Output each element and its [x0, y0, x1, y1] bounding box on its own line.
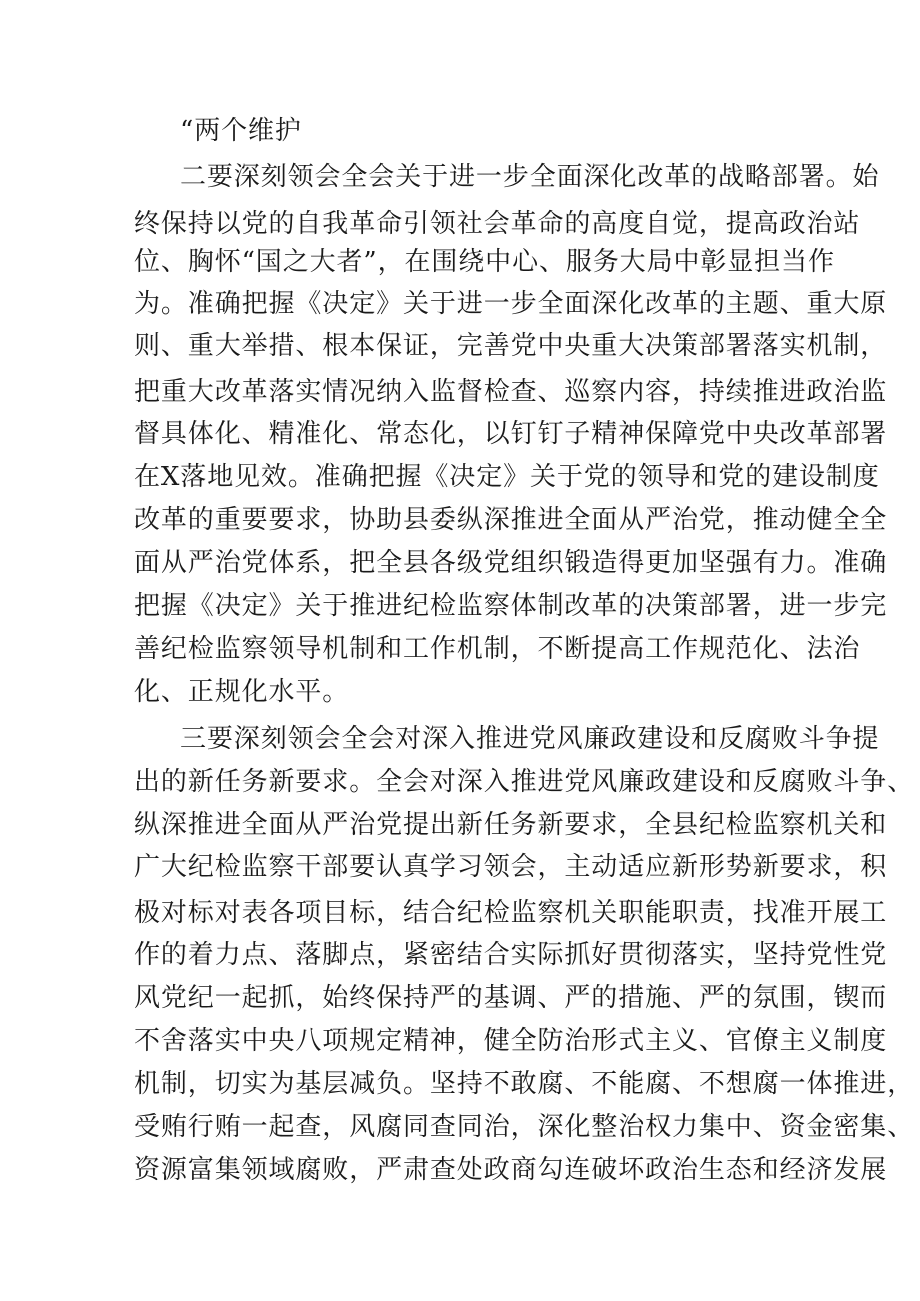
- text-line: 面从严治党体系，把全县各级党组织锻造得更加坚强有力。准确: [134, 548, 888, 578]
- text-line: “两个维护: [180, 116, 302, 146]
- text-line: 资源富集领域腐败，严肃查处政商勾连破坏政治生态和经济发展: [134, 1155, 888, 1185]
- text-line: 则、重大举措、根本保证，完善党中央重大决策部署落实机制，: [134, 331, 888, 361]
- text-line: 三要深刻领会全会对深入推进党风廉政建设和反腐败斗争提: [180, 724, 880, 754]
- text-line: 善纪检监察领导机制和工作机制，不断提高工作规范化、法治: [134, 634, 861, 664]
- text-line: 为。准确把握《决定》关于进一步全面深化改革的主题、重大原: [134, 289, 888, 319]
- text-line: 纵深推进全面从严治党提出新任务新要求，全县纪检监察机关和: [134, 810, 888, 840]
- text-line: 化、正规化水平。: [134, 677, 350, 707]
- text-line: 广大纪检监察干部要认真学习领会，主动适应新形势新要求，积: [134, 852, 888, 882]
- text-line: 位、胸怀“国之大者”，在围绕中心、服务大局中彰显担当作: [134, 247, 835, 277]
- text-line: 把握《决定》关于推进纪检监察体制改革的决策部署，进一步完: [134, 591, 888, 621]
- text-line: 把重大改革落实情况纳入监督检查、巡察内容，持续推进政治监: [134, 377, 888, 407]
- text-line: 出的新任务新要求。全会对深入推进党风廉政建设和反腐败斗争、: [134, 767, 915, 797]
- text-line: 二要深刻领会全会关于进一步全面深化改革的战略部署。始: [180, 162, 880, 192]
- text-line: 机制，切实为基层减负。坚持不敢腐、不能腐、不想腐一体推进，: [134, 1069, 915, 1099]
- text-line: 改革的重要要求，协助县委纵深推进全面从严治党，推动健全全: [134, 505, 888, 535]
- text-line: 作的着力点、落脚点，紧密结合实际抓好贯彻落实，坚持党性党: [134, 940, 888, 970]
- text-line: 极对标对表各项目标，结合纪检监察机关职能职责，找准开展工: [134, 898, 888, 928]
- text-line: 督具体化、精准化、常态化，以钉钉子精神保障党中央改革部署: [134, 419, 888, 449]
- text-line: 终保持以党的自我革命引领社会革命的高度自觉，提高政治站: [134, 209, 861, 239]
- text-line: 在X落地见效。准确把握《决定》关于党的领导和党的建设制度: [134, 462, 880, 492]
- text-line: 不舍落实中央八项规定精神，健全防治形式主义、官僚主义制度: [134, 1026, 888, 1056]
- text-line: 受贿行贿一起查，风腐同查同治，深化整治权力集中、资金密集、: [134, 1112, 915, 1142]
- text-line: 风党纪一起抓，始终保持严的基调、严的措施、严的氛围，锲而: [134, 983, 888, 1013]
